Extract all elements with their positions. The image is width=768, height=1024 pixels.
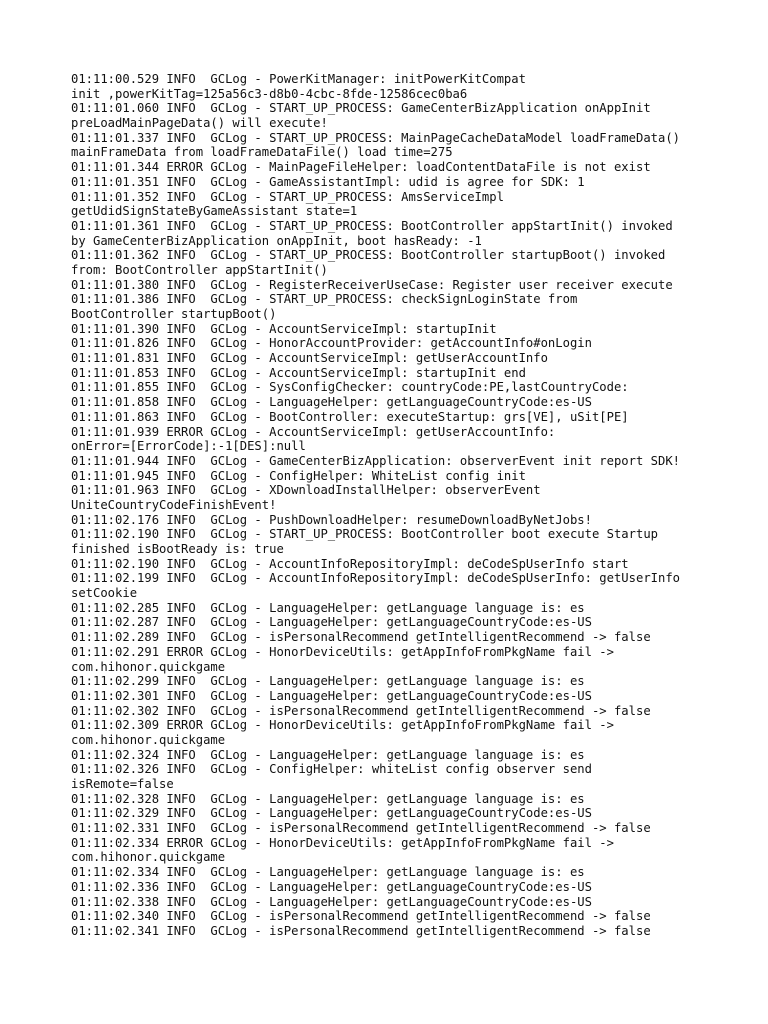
log-line: com.hihonor.quickgame (71, 659, 226, 674)
log-line: init ,powerKitTag=125a56c3-d8b0-4cbc-8fde-12586cec0ba6 (71, 86, 468, 101)
log-line: 01:11:02.291 ERROR GCLog - HonorDeviceUtils: getAppInfoFromPkgName fail -> (71, 644, 614, 659)
log-line: UniteCountryCodeFinishEvent! (71, 497, 277, 512)
log-line: 01:11:01.362 INFO GCLog - START_UP_PROCESS: BootController startupBoot() invoked (71, 248, 666, 263)
log-line: 01:11:01.380 INFO GCLog - RegisterReceiverUseCase: Register user receiver execute (71, 277, 673, 292)
log-line: 01:11:01.858 INFO GCLog - LanguageHelper: getLanguageCountryCode:es-US (71, 395, 592, 410)
log-line: 01:11:02.302 INFO GCLog - isPersonalRecommend getIntelligentRecommend -> false (71, 703, 651, 718)
log-line: 01:11:02.190 INFO GCLog - AccountInfoRepositoryImpl: deCodeSpUserInfo start (71, 556, 629, 571)
log-line: 01:11:02.340 INFO GCLog - isPersonalRecommend getIntelligentRecommend -> false (71, 909, 651, 924)
log-line: BootController startupBoot() (71, 307, 277, 321)
log-line: from: BootController appStartInit() (71, 262, 328, 277)
log-line: onError=[ErrorCode]:-1[DES]:null (71, 439, 306, 454)
log-line: 01:11:01.386 INFO GCLog - START_UP_PROCESS: checkSignLoginState from (71, 292, 578, 307)
log-line: 01:11:01.853 INFO GCLog - AccountServiceImpl: startupInit end (71, 365, 526, 380)
log-line: 01:11:01.344 ERROR GCLog - MainPageFileHelper: loadContentDataFile is not exist (71, 160, 651, 175)
log-line: 01:11:02.287 INFO GCLog - LanguageHelper: getLanguageCountryCode:es-US (71, 615, 592, 630)
log-line: 01:11:01.060 INFO GCLog - START_UP_PROCESS: GameCenterBizApplication onAppInit (71, 101, 651, 116)
log-line: com.hihonor.quickgame (71, 850, 226, 865)
log-line: 01:11:02.328 INFO GCLog - LanguageHelper: getLanguage language is: es (71, 791, 585, 806)
log-line: 01:11:01.939 ERROR GCLog - AccountServiceImpl: getUserAccountInfo: (71, 424, 556, 439)
log-line: 01:11:02.199 INFO GCLog - AccountInfoRepositoryImpl: deCodeSpUserInfo: getUserInfo (71, 571, 681, 586)
log-line: finished isBootReady is: true (71, 542, 284, 556)
log-line: by GameCenterBizApplication onAppInit, boot hasReady: -1 (71, 233, 482, 248)
log-line: 01:11:02.326 INFO GCLog - ConfigHelper: whiteList config observer send (71, 762, 592, 777)
log-line: 01:11:01.337 INFO GCLog - START_UP_PROCESS: MainPageCacheDataModel loadFrameData() (71, 130, 681, 145)
log-line: 01:11:01.945 INFO GCLog - ConfigHelper: WhiteList config init (71, 468, 526, 483)
log-line: 01:11:00.529 INFO GCLog - PowerKitManager: initPowerKitCompat (71, 72, 526, 86)
log-line: 01:11:01.831 INFO GCLog - AccountServiceImpl: getUserAccountInfo (71, 351, 548, 366)
log-line: 01:11:02.334 INFO GCLog - LanguageHelper: getLanguage language is: es (71, 865, 585, 880)
log-line: 01:11:01.863 INFO GCLog - BootController: executeStartup: grs[VE], uSit[PE] (71, 409, 629, 424)
log-line: 01:11:02.299 INFO GCLog - LanguageHelper: getLanguage language is: es (71, 674, 585, 689)
log-line: 01:11:01.352 INFO GCLog - START_UP_PROCESS: AmsServiceImpl (71, 189, 504, 204)
log-line: 01:11:02.289 INFO GCLog - isPersonalRecommend getIntelligentRecommend -> false (71, 630, 651, 645)
log-text-block (71, 72, 711, 939)
log-line: setCookie (71, 586, 138, 601)
log-line: isRemote=false (71, 777, 174, 791)
log-line: 01:11:02.190 INFO GCLog - START_UP_PROCESS: BootController boot execute Startup (71, 527, 658, 542)
log-line: 01:11:02.176 INFO GCLog - PushDownloadHelper: resumeDownloadByNetJobs! (71, 512, 592, 527)
log-line: 01:11:01.963 INFO GCLog - XDownloadInstallHelper: observerEvent (71, 483, 541, 498)
log-line: preLoadMainPageData() will execute! (71, 116, 328, 131)
log-line: 01:11:01.390 INFO GCLog - AccountServiceImpl: startupInit (71, 321, 497, 336)
log-line: mainFrameData from loadFrameDataFile() load time=275 (71, 145, 453, 160)
log-line: 01:11:02.331 INFO GCLog - isPersonalRecommend getIntelligentRecommend -> false (71, 821, 651, 836)
log-line: 01:11:01.826 INFO GCLog - HonorAccountProvider: getAccountInfo#onLogin (71, 336, 592, 351)
log-line: com.hihonor.quickgame (71, 732, 226, 747)
log-line: getUdidSignStateByGameAssistant state=1 (71, 204, 358, 219)
log-line: 01:11:02.324 INFO GCLog - LanguageHelper: getLanguage language is: es (71, 747, 585, 762)
log-line: 01:11:02.301 INFO GCLog - LanguageHelper: getLanguageCountryCode:es-US (71, 688, 592, 703)
log-line: 01:11:01.944 INFO GCLog - GameCenterBizApplication: observerEvent init report SDK! (71, 453, 681, 468)
log-line: 01:11:01.361 INFO GCLog - START_UP_PROCESS: BootController appStartInit() invoked (71, 218, 673, 233)
log-line: 01:11:02.285 INFO GCLog - LanguageHelper: getLanguage language is: es (71, 600, 585, 615)
log-line: 01:11:02.341 INFO GCLog - isPersonalRecommend getIntelligentRecommend -> false (71, 923, 651, 938)
log-line: 01:11:01.351 INFO GCLog - GameAssistantImpl: udid is agree for SDK: 1 (71, 174, 585, 189)
log-line: 01:11:02.329 INFO GCLog - LanguageHelper: getLanguageCountryCode:es-US (71, 806, 592, 821)
log-line: 01:11:02.334 ERROR GCLog - HonorDeviceUtils: getAppInfoFromPkgName fail -> (71, 835, 614, 850)
log-line: 01:11:02.338 INFO GCLog - LanguageHelper: getLanguageCountryCode:es-US (71, 894, 592, 909)
log-line: 01:11:02.309 ERROR GCLog - HonorDeviceUtils: getAppInfoFromPkgName fail -> (71, 718, 614, 733)
log-line: 01:11:02.336 INFO GCLog - LanguageHelper: getLanguageCountryCode:es-US (71, 879, 592, 894)
log-line: 01:11:01.855 INFO GCLog - SysConfigChecker: countryCode:PE,lastCountryCode: (71, 380, 629, 395)
